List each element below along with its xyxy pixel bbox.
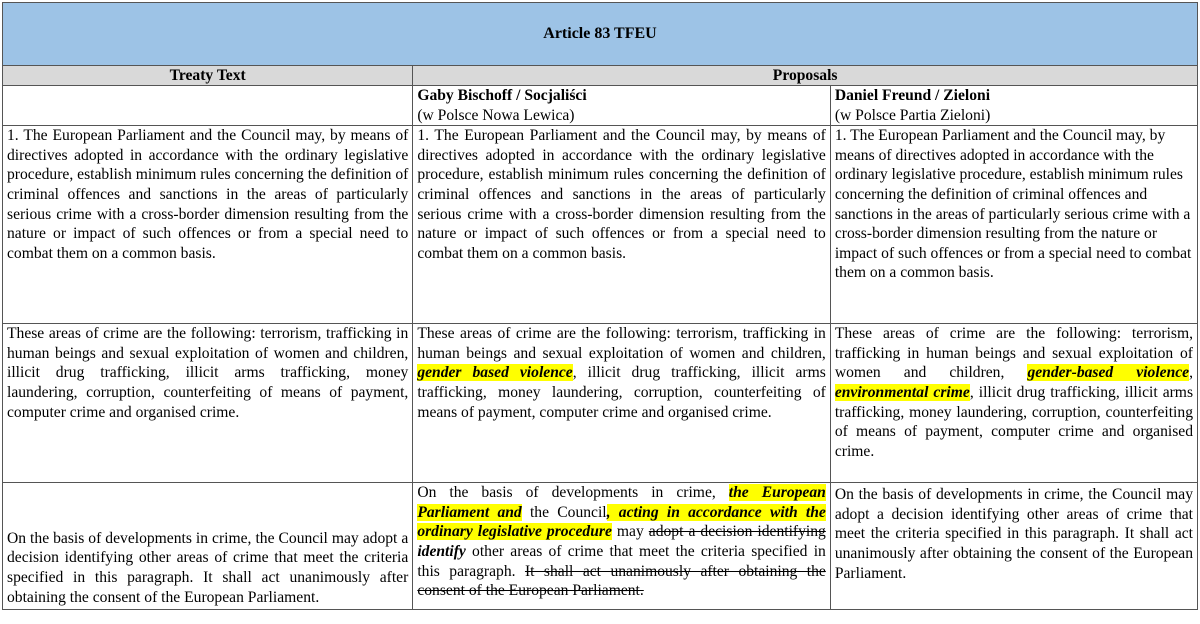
- text-segment: These areas of crime are the following: terrorism, trafficking in human beings and sexual exploitation of women and children,: [417, 325, 826, 362]
- text-segment: ,: [1189, 364, 1193, 382]
- bischoff-paragraph-1: 1. The European Parliament and the Council may, by means of directives adopted in accordance with the ordinary legislative procedure, establish minimum rules concerning the definition of criminal offences and sanctions in the areas of particularly serious crime with a cross-border dimension resulting from the nature or impact of such offences or from a special need to combat them on a common basis.: [413, 126, 831, 324]
- freund-party: (w Polsce Partia Zieloni): [834, 106, 991, 124]
- text-segment: These areas of crime are the following: terrorism, trafficking in human beings and sexual exploitation of women and children,: [834, 325, 1193, 382]
- highlight-gender-based-violence: gender based violence: [417, 364, 573, 382]
- proposals-header: Proposals: [413, 66, 1198, 86]
- bischoff-header-cell: [413, 86, 831, 126]
- freund-header-cell: [830, 86, 1197, 126]
- bischoff-name: Gaby Bischoff / Socjaliści: [417, 87, 587, 104]
- text-segment: , illicit drug trafficking, illicit arms trafficking, money laundering, corruption, counterfeiting of means of payment, computer crime and organised crime.: [834, 383, 1194, 460]
- bischoff-paragraph-3: [413, 483, 831, 610]
- highlight-gender-based-violence: gender-based violence: [1027, 364, 1190, 382]
- treaty-paragraph-2: These areas of crime are the following: terrorism, trafficking in human beings and sexual exploitation of women and children, illicit drug trafficking, illicit arms trafficking, money laundering, corruption, counterfeiting of means of payment, computer crime and organised crime.: [3, 324, 413, 483]
- table-title: Article 83 TFEU: [3, 3, 1198, 66]
- bischoff-party: (w Polsce Nowa Lewica): [417, 106, 575, 124]
- text-segment: .: [511, 562, 525, 580]
- struck-text: It shall act unanimously after obtaining the consent of the European Parliament.: [417, 562, 826, 600]
- freund-name: Daniel Freund / Zieloni: [834, 87, 991, 104]
- treaty-paragraph-3-text: On the basis of developments in crime, the Council may adopt a decision identifying other areas of crime that meet the criteria specified in this paragraph. It shall act unanimously after obtaining the consent of the European Parliament.: [7, 529, 409, 606]
- bischoff-paragraph-2: [413, 324, 831, 483]
- text-segment: , illicit drug trafficking, illicit arms trafficking, money laundering, corruption, counterfeiting of means of payment, computer crime and organised crime.: [417, 364, 826, 421]
- text-segment: may: [611, 523, 649, 541]
- comparison-table: [2, 2, 1198, 610]
- empty-header-cell: [3, 86, 413, 126]
- highlight-environmental-crime: environmental crime: [834, 383, 970, 401]
- text-segment: other areas of crime that meet the criteria specified in this paragraph: [417, 542, 826, 580]
- freund-paragraph-1: 1. The European Parliament and the Council may, by means of directives adopted in accordance with the ordinary legislative procedure, establish minimum rules concerning the definition of criminal offences and sanctions in the areas of particularly serious crime with a cross-border dimension resulting from the nature or impact of such offences or from a special need to combat them on a common basis.: [830, 126, 1197, 324]
- treaty-text-header: Treaty Text: [3, 66, 413, 86]
- inserted-word-identify: identify: [417, 542, 466, 560]
- text-segment: On the basis of developments in crime,: [417, 484, 729, 502]
- treaty-paragraph-3: [3, 483, 413, 610]
- struck-text: adopt a decision identifying: [648, 523, 826, 541]
- highlight-ordinary-legislative-procedure: , acting in accordance with the ordinary legislative procedure: [417, 503, 826, 541]
- freund-paragraph-2: [830, 324, 1197, 483]
- text-segment: the Council: [521, 503, 607, 521]
- freund-paragraph-3: On the basis of developments in crime, the Council may adopt a decision identifying other areas of crime that meet the criteria specified in this paragraph. It shall act unanimously after obtaining the consent of the European Parliament.: [830, 483, 1197, 610]
- highlight-european-parliament: the European Parliament and: [417, 484, 826, 521]
- treaty-paragraph-1: 1. The European Parliament and the Council may, by means of directives adopted in accordance with the ordinary legislative procedure, establish minimum rules concerning the definition of criminal offences and sanctions in the areas of particularly serious crime with a cross-border dimension resulting from the nature or impact of such offences or from a special need to combat them on a common basis.: [3, 126, 413, 324]
